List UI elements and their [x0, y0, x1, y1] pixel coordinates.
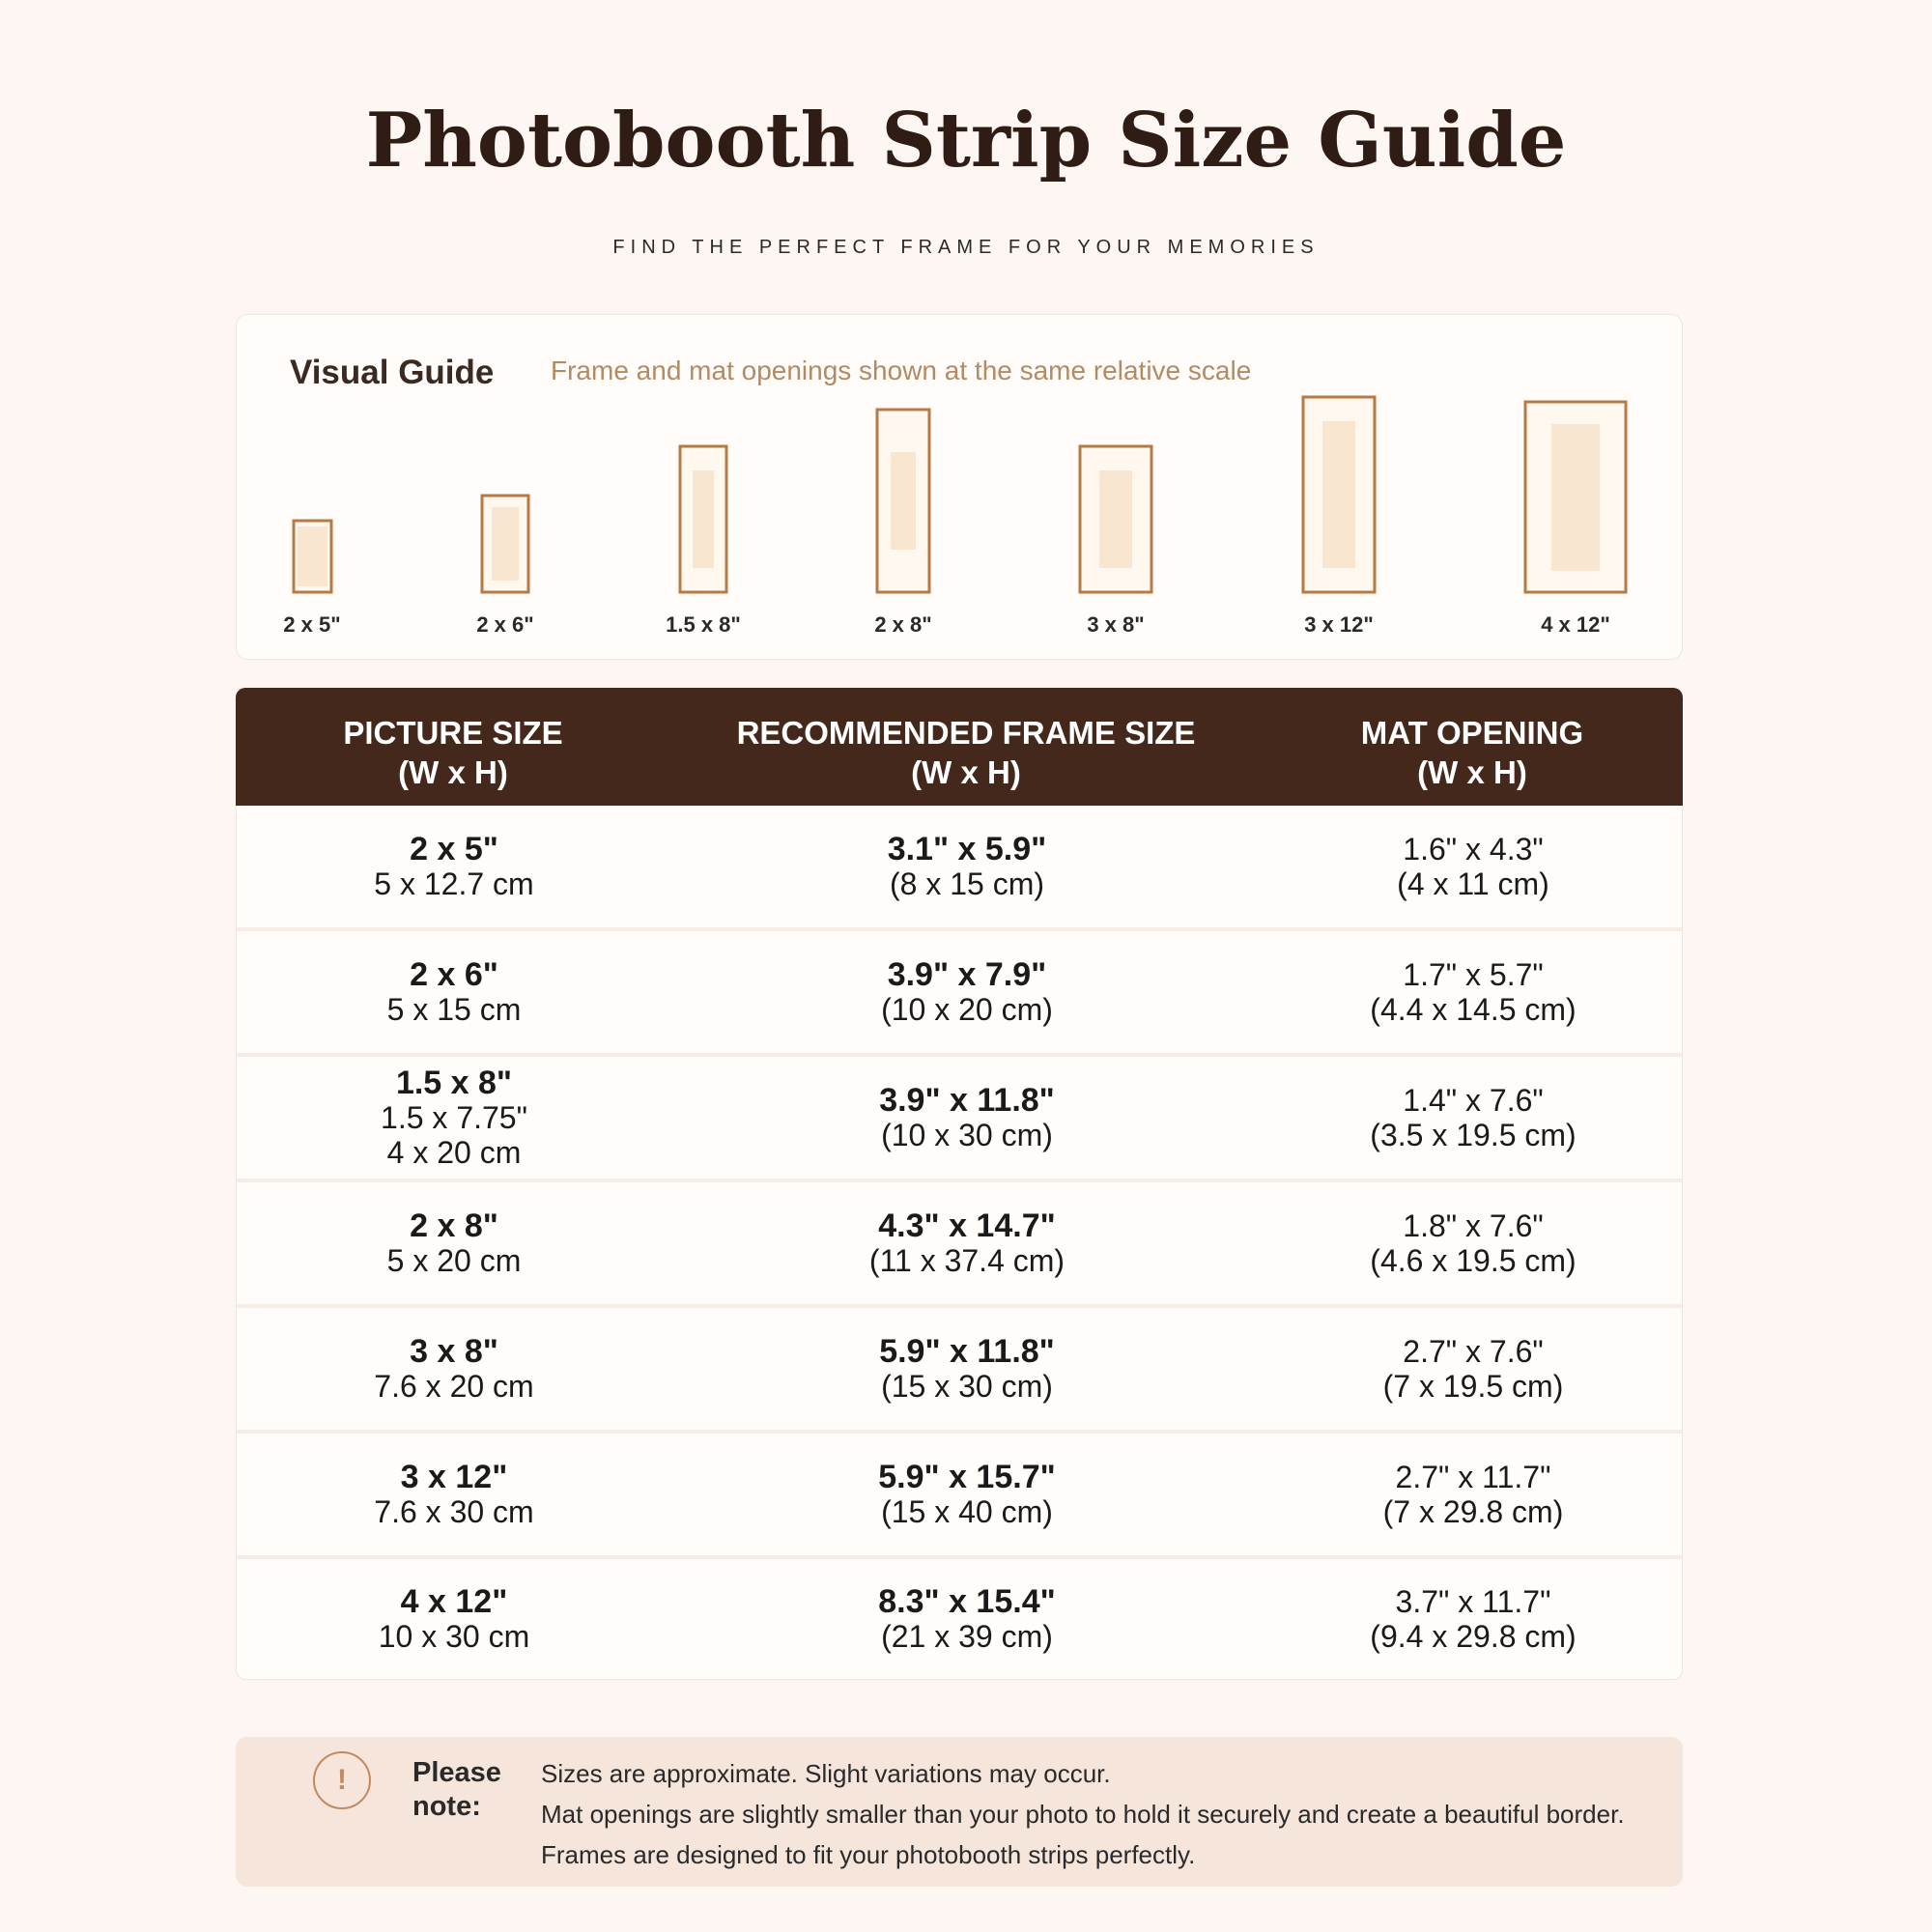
note-line: Frames are designed to fit your photobooth strips perfectly. — [541, 1840, 1196, 1869]
mat-opening-cm: (7 x 19.5 cm) — [1382, 1369, 1564, 1404]
frame-size-inches: 3.9" x 7.9" — [887, 956, 1047, 993]
picture-size-inches: 1.5 x 8" — [395, 1065, 513, 1101]
size-table-body — [236, 806, 1683, 1680]
picture-size-inches: 4 x 12" — [400, 1583, 508, 1620]
mat-opening-cell — [1263, 1434, 1684, 1555]
frame-size-cell — [671, 931, 1263, 1053]
mat-opening-cm: (7 x 29.8 cm) — [1382, 1494, 1564, 1529]
picture-size-cell — [237, 1057, 671, 1179]
table-row — [237, 1308, 1682, 1434]
mat-opening — [492, 507, 519, 581]
header-mat-opening — [1262, 713, 1683, 792]
picture-size-cell — [237, 931, 671, 1053]
mat-opening-cm: (4.6 x 19.5 cm) — [1370, 1243, 1577, 1278]
frame-size-cell — [671, 806, 1263, 927]
frame-label: 4 x 12" — [1541, 612, 1610, 637]
frame-size-cm: (10 x 30 cm) — [881, 1118, 1053, 1152]
table-row — [237, 1434, 1682, 1559]
header-unit: (W x H) — [1417, 754, 1527, 790]
note-line: Sizes are approximate. Slight variations may occur. — [541, 1759, 1111, 1788]
frame-size-cell — [671, 1308, 1263, 1430]
picture-size-cm: 5 x 15 cm — [386, 992, 522, 1027]
frame-size-inches: 3.9" x 11.8" — [879, 1082, 1055, 1119]
picture-size-inches: 2 x 5" — [410, 831, 498, 867]
note-box — [236, 1737, 1683, 1887]
frame-size-cell — [671, 1434, 1263, 1555]
table-row — [237, 1057, 1682, 1182]
picture-size-cell — [237, 1559, 671, 1679]
mat-opening-cell — [1263, 806, 1684, 927]
mat-opening-inches: 1.4" x 7.6" — [1403, 1083, 1544, 1118]
frame-label: 1.5 x 8" — [666, 612, 741, 637]
frame-3x12 — [1303, 397, 1375, 637]
table-row — [237, 931, 1682, 1057]
mat-opening-inches: 1.7" x 5.7" — [1403, 957, 1544, 992]
mat-opening — [1551, 424, 1600, 571]
note-text — [541, 1753, 1625, 1875]
mat-opening — [1099, 470, 1132, 568]
note-label-line: note: — [412, 1791, 481, 1822]
table-row — [237, 1559, 1682, 1679]
mat-opening-cm: (4.4 x 14.5 cm) — [1370, 992, 1577, 1027]
table-row — [237, 1182, 1682, 1308]
mat-opening-inches: 1.8" x 7.6" — [1403, 1208, 1544, 1243]
header-line: MAT OPENING — [1360, 715, 1584, 751]
header-line: PICTURE SIZE — [343, 715, 563, 751]
picture-size-alt-inches: 1.5 x 7.75" — [381, 1100, 527, 1135]
mat-opening-cell — [1263, 1559, 1684, 1679]
picture-size-inches: 3 x 8" — [410, 1333, 498, 1370]
visual-guide-subtitle: Frame and mat openings shown at the same relative scale — [551, 355, 1252, 385]
mat-opening-inches: 2.7" x 7.6" — [1403, 1334, 1544, 1369]
frame-label: 2 x 5" — [283, 612, 341, 637]
picture-size-cm: 5 x 20 cm — [386, 1243, 522, 1278]
frame-1-5x8 — [666, 446, 741, 637]
frame-size-cm: (8 x 15 cm) — [889, 867, 1045, 901]
mat-opening — [693, 470, 714, 568]
frame-size-inches: 5.9" x 15.7" — [878, 1459, 1056, 1495]
picture-size-cm: 7.6 x 30 cm — [374, 1494, 534, 1529]
header-unit: (W x H) — [911, 754, 1021, 790]
visual-guide-diagram — [237, 315, 1684, 661]
exclamation-icon: ! — [313, 1751, 371, 1809]
visual-guide-title: Visual Guide — [290, 354, 495, 391]
frame-size-cell — [671, 1559, 1263, 1679]
header-frame-size — [670, 713, 1262, 792]
picture-size-inches: 2 x 6" — [410, 956, 498, 993]
frame-2x8 — [874, 410, 931, 637]
frame-label: 3 x 12" — [1304, 612, 1374, 637]
size-table-header — [236, 688, 1683, 806]
frame-size-cm: (21 x 39 cm) — [881, 1619, 1053, 1654]
picture-size-cm: 4 x 20 cm — [386, 1135, 522, 1170]
frame-size-cm: (11 x 37.4 cm) — [868, 1243, 1065, 1278]
mat-opening-cm: (9.4 x 29.8 cm) — [1370, 1619, 1577, 1654]
header-unit: (W x H) — [398, 754, 508, 790]
mat-opening-inches: 1.6" x 4.3" — [1403, 832, 1544, 867]
header-picture-size — [236, 713, 670, 792]
frame-size-inches: 3.1" x 5.9" — [887, 831, 1047, 867]
mat-opening-cell — [1263, 1308, 1684, 1430]
frame-size-cm: (15 x 30 cm) — [881, 1369, 1053, 1404]
mat-opening — [891, 452, 916, 550]
header-line: RECOMMENDED FRAME SIZE — [736, 715, 1196, 751]
mat-opening-cell — [1263, 931, 1684, 1053]
frame-size-cell — [671, 1057, 1263, 1179]
picture-size-cm: 7.6 x 20 cm — [374, 1369, 534, 1404]
frame-size-inches: 5.9" x 11.8" — [879, 1333, 1055, 1370]
picture-size-cell — [237, 1308, 671, 1430]
mat-opening-cell — [1263, 1057, 1684, 1179]
page-title: Photobooth Strip Size Guide — [365, 97, 1567, 185]
frame-label: 3 x 8" — [1087, 612, 1145, 637]
frame-size-inches: 8.3" x 15.4" — [878, 1583, 1056, 1620]
frame-label: 2 x 6" — [476, 612, 534, 637]
picture-size-cell — [237, 1182, 671, 1304]
picture-size-inches: 3 x 12" — [400, 1459, 508, 1495]
note-label-line: Please — [412, 1757, 501, 1788]
frame-3x8 — [1080, 446, 1151, 637]
picture-size-cm: 5 x 12.7 cm — [374, 867, 534, 901]
picture-size-cell — [237, 806, 671, 927]
visual-guide-card — [236, 314, 1683, 660]
picture-size-cell — [237, 1434, 671, 1555]
mat-opening-inches: 3.7" x 11.7" — [1395, 1584, 1551, 1619]
note-line: Mat openings are slightly smaller than your photo to hold it securely and create a beautiful border. — [541, 1800, 1625, 1829]
table-row — [237, 806, 1682, 931]
picture-size-inches: 2 x 8" — [410, 1208, 498, 1244]
frame-size-cm: (10 x 20 cm) — [881, 992, 1053, 1027]
page-subtitle: FIND THE PERFECT FRAME FOR YOUR MEMORIES — [612, 237, 1320, 258]
mat-opening — [298, 526, 327, 586]
mat-opening-cell — [1263, 1182, 1684, 1304]
frame-2x6 — [476, 496, 533, 637]
frame-4x12 — [1525, 402, 1626, 637]
mat-opening — [1322, 421, 1355, 568]
picture-size-cm: 10 x 30 cm — [378, 1619, 530, 1654]
frame-size-inches: 4.3" x 14.7" — [878, 1208, 1056, 1244]
frame-size-cm: (15 x 40 cm) — [881, 1494, 1053, 1529]
frame-label: 2 x 8" — [874, 612, 932, 637]
frame-size-cell — [671, 1182, 1263, 1304]
mat-opening-cm: (4 x 11 cm) — [1397, 867, 1549, 901]
note-label — [412, 1756, 519, 1824]
mat-opening-cm: (3.5 x 19.5 cm) — [1370, 1118, 1577, 1152]
frame-2x5 — [283, 521, 340, 637]
mat-opening-inches: 2.7" x 11.7" — [1395, 1460, 1551, 1494]
